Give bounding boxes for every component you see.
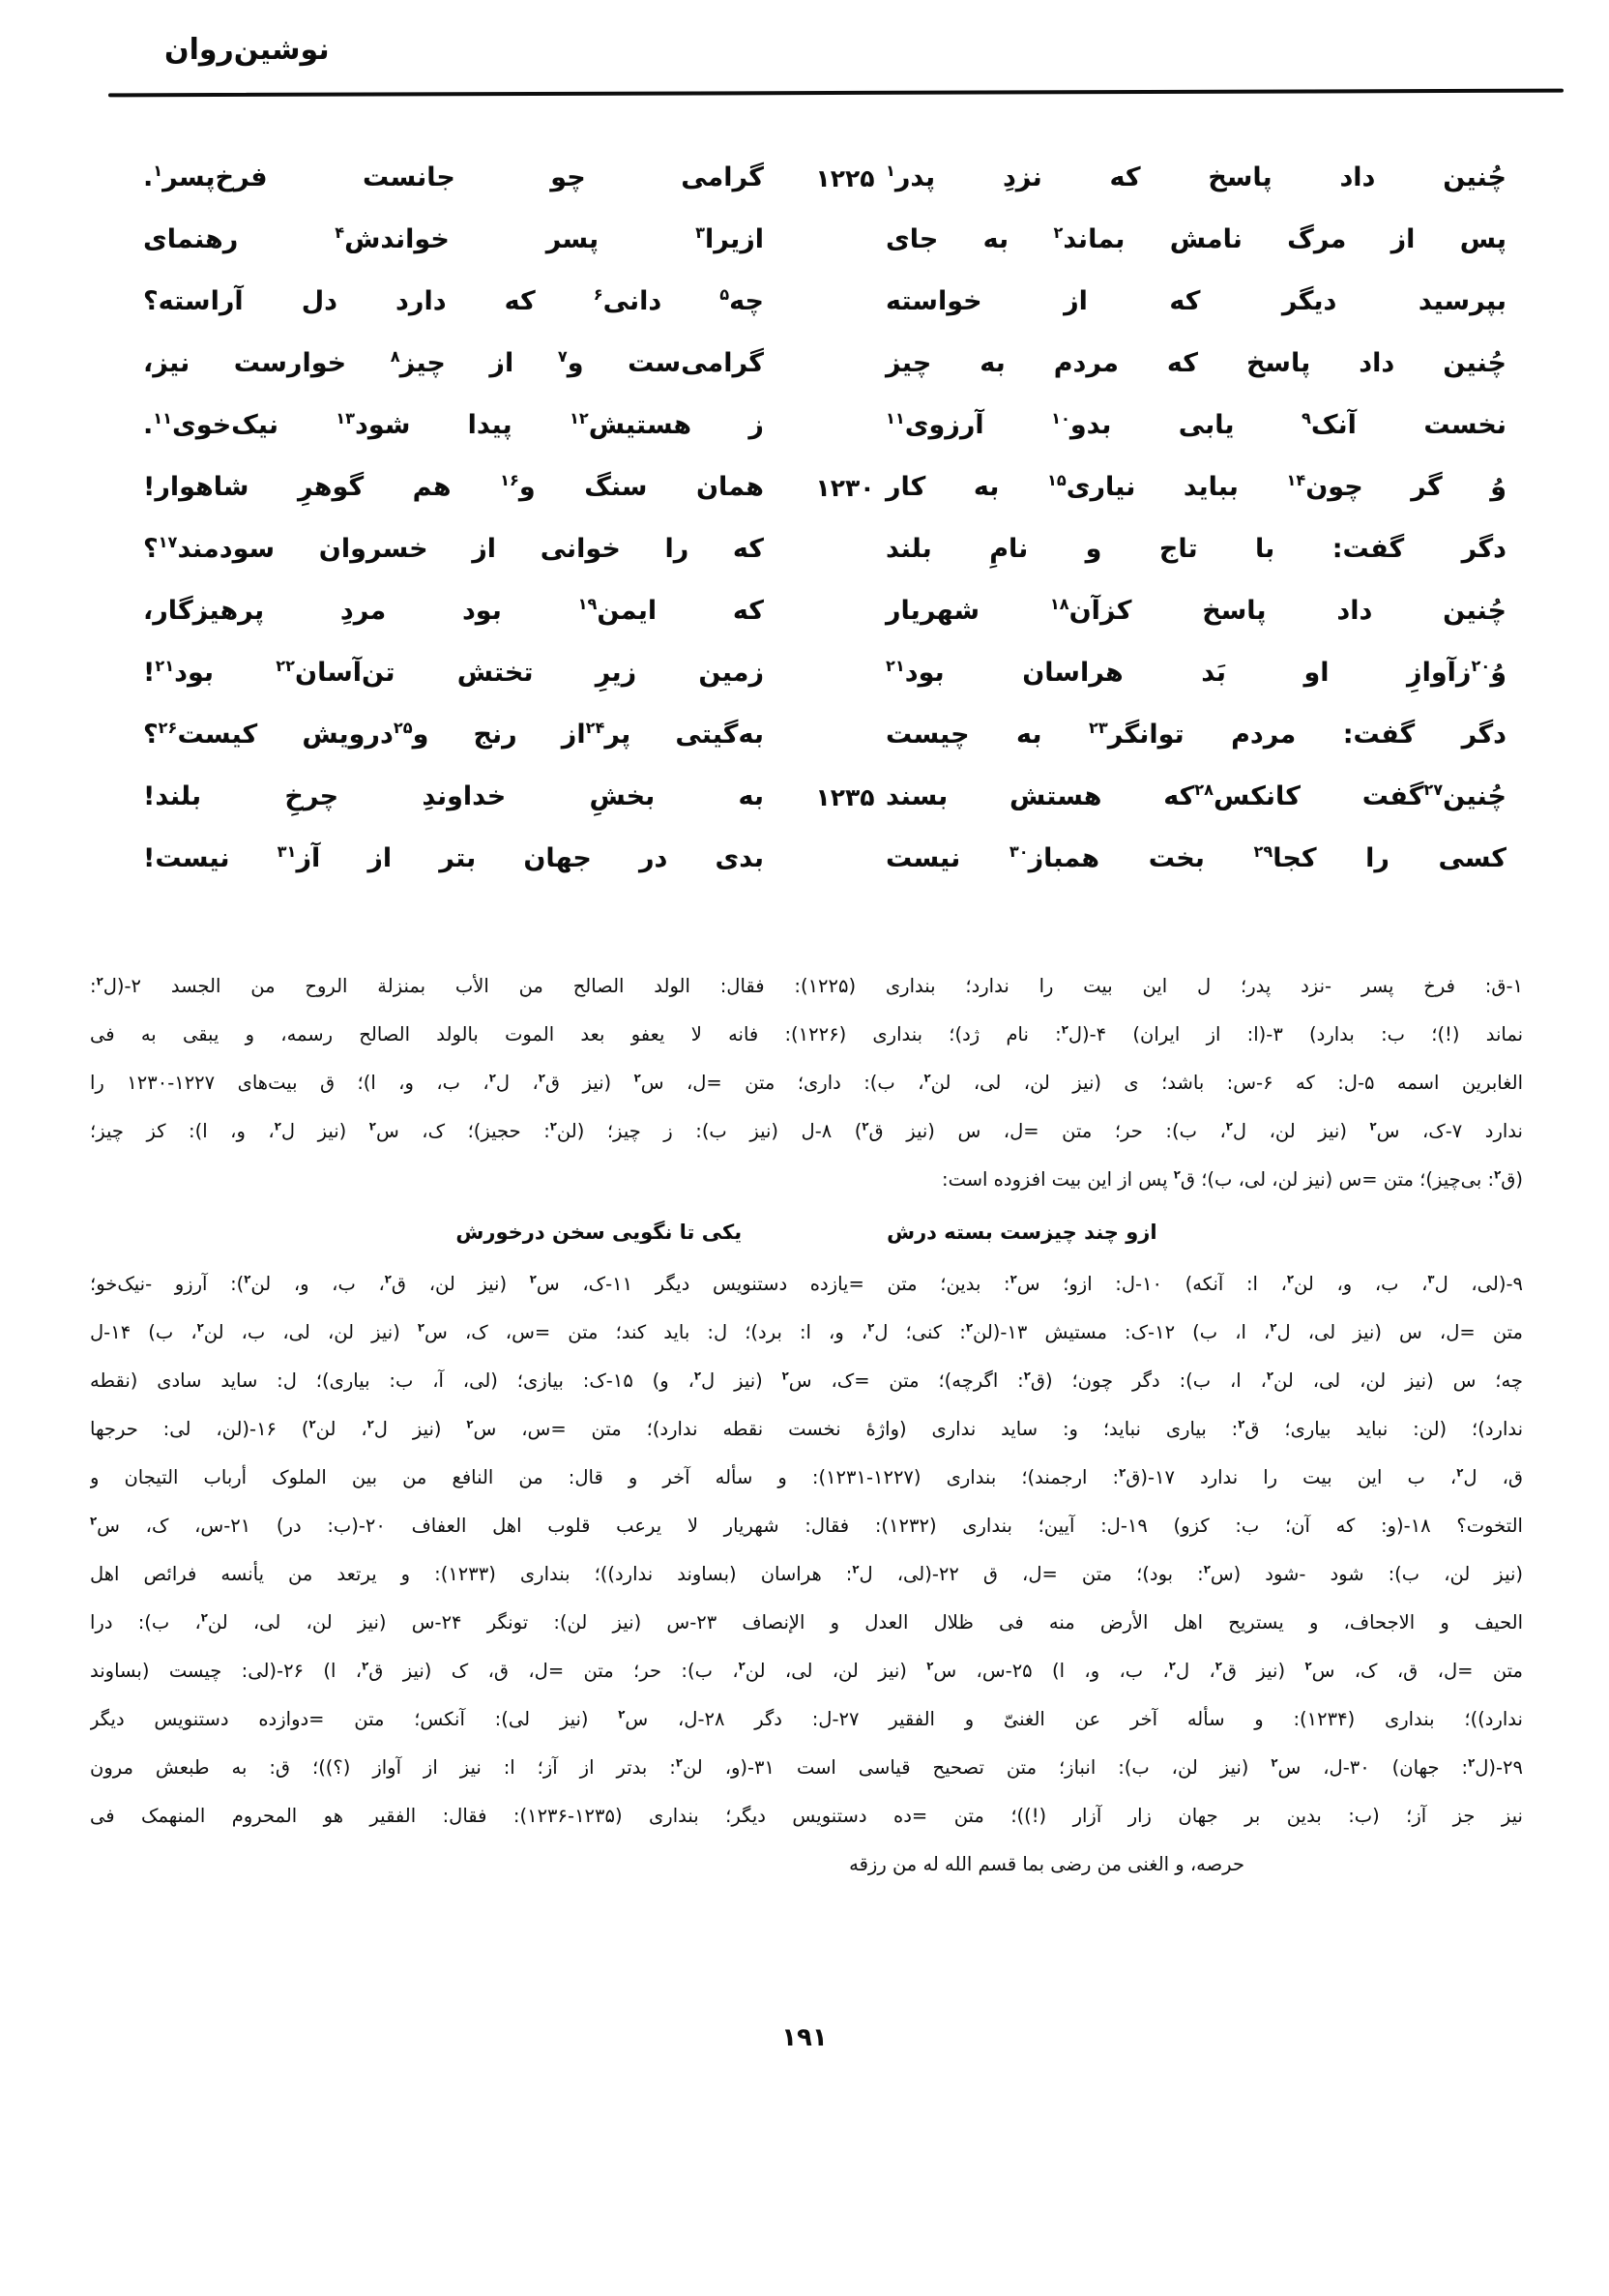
apparatus-line: ق، ل$^۲$، ب این بیت را ندارد ۱۷-(ق$^۲$: ارجمند)؛ بنداری (۱۲۲۷-۱۲۳۱): و سأله آخر و قال: من النافع من بین الملوک أرباب التیجان و (90, 1465, 1523, 1488)
hemistich-1: چُنین داد پاسخ که نزدِ پدر$^۱$ (886, 162, 1507, 192)
verse-row (143, 456, 1507, 518)
critical-apparatus (90, 962, 1523, 1889)
hemistich-1: پس از مرگ نامش بماند$^۲$ به جای (886, 223, 1507, 254)
apparatus-line: ندارد ۷-ک، س$^۲$ (نیز لن، ل$^۲$، ب): حر؛ متن =ل، س (نیز ق$^۲$) ۸-ل (نیز ب): ز چیز؛ (لن$^۲$: حجیز)؛ ک، س$^۲$ (نیز ل$^۲$، و، ا): کز چیز؛ (90, 1119, 1523, 1142)
apparatus-line: متن =ل، ق، ک، س$^۲$ (نیز ق$^۲$، ل$^۲$، ب، و، ا) ۲۵-س، س$^۲$ (نیز لن، لی، لن$^۲$، ب): حر؛ متن =ل، ق، ک (نیز ق$^۲$، ا) ۲۶-(لی: چیست (بساوند (90, 1659, 1523, 1682)
verse-row (143, 518, 1507, 580)
inserted-hemistich-1: ازو چند چیزست بسته درش (887, 1221, 1157, 1244)
verse-row (143, 395, 1507, 456)
verse-row (143, 580, 1507, 642)
apparatus-line: ۹-(لی، ل$^۳$، ب، و، لن$^۲$، ا: آنکه) ۱۰-ل: ازو؛ س$^۲$: بدین؛ متن =یازده دستنویس دیگر ۱۱-ک، س$^۲$ (نیز لن، ق$^۲$، ب، و، لن$^۲$): آرزو -نیک‌خو؛ (90, 1272, 1523, 1295)
hemistich-2: چه$^۵$ دانی$^۶$ که دارد دل آراسته؟ (143, 285, 764, 316)
hemistich-2: که ایمن$^{۱۹}$ بود مردِ پرهیزگار، (143, 595, 764, 626)
running-header-title: نوشین‌روان (164, 33, 330, 67)
hemistich-2: ز هستیش$^{۱۲}$ پیدا شود$^{۱۳}$ نیک‌خوی$^{۱۱}$. (143, 409, 764, 440)
verse-block (143, 147, 1507, 890)
hemistich-2: ازیرا$^۳$ پسر خواندش$^۴$ رهنمای (143, 223, 765, 254)
apparatus-line: (نیز لن، ب): شود -شود (س$^۲$: بود)؛ متن =ل، ق ۲۲-(لی، ل$^۲$: هراسان (بساوند ندارد))؛ بنداری (۱۲۳۳): و یرتعد من یأنسه فرائص اهل (90, 1562, 1523, 1585)
verse-row (143, 704, 1507, 766)
hemistich-1: نخست آنک$^۹$ یابی بدو$^{۱۰}$ آرزوی$^{۱۱}$ (886, 409, 1507, 440)
hemistich-2: زمین زیرِ تختش تن‌آسان$^{۲۲}$ بود$^{۲۱}$! (143, 657, 765, 688)
verse-row (143, 271, 1507, 333)
verse-number: ۱۲۲۵ (815, 163, 875, 192)
hemistich-2: گرامی چو جانست فرخ‌پسر$^۱$. (143, 162, 764, 192)
verse-row (143, 147, 1507, 209)
verse-number: ۱۲۳۰ (815, 473, 875, 502)
apparatus-line: (ق$^۲$: بی‌چیز)؛ متن =س (نیز لن، لی، ب)؛ ق$^۲$ پس از این بیت افزوده است: (942, 1167, 1523, 1191)
apparatus-line: ۲۹-(ل$^۲$: جهان) ۳۰-ل، س$^۲$ (نیز لن، ب): انباز؛ متن تصحیح قیاسی است ۳۱-(و، لن$^۲$: بدتر از آز؛ ا: نیز از آواز (؟))؛ ق: به طبعش مرون (90, 1755, 1523, 1779)
apparatus-line: الحیف و الاجحاف، و یستریح اهل الأرض منه فی ظلال العدل و الإنصاف ۲۳-س (نیز لن): تونگر ۲۴-س (نیز لن، لی، لن$^۲$، ب): درا (90, 1610, 1523, 1634)
apparatus-line: حرصه، و الغنی من رضی بما قسم الله له من رزقه (849, 1853, 1244, 1875)
page-number: ۱۹۱ (781, 2023, 828, 2052)
hemistich-2: بدی در جهان بتر از آز$^{۳۱}$ نیست! (143, 842, 764, 873)
hemistich-2: که را خوانی از خسروان سودمند$^{۱۷}$؟ (143, 533, 764, 564)
hemistich-1: وُ$^{۲۰}$زآوازِ او بَد هراسان بود$^{۲۱}$ (886, 657, 1507, 688)
hemistich-1: چُنین داد پاسخ کزآن$^{۱۸}$ شهریار (886, 595, 1507, 626)
apparatus-line: ندارد))؛ بنداری (۱۲۳۴): و سأله آخر عن الغنیّ و الفقیر ۲۷-ل: دگر ۲۸-ل، س$^۲$ (نیز لی): آنکس؛ متن =دوازده دستنویس دیگر (90, 1707, 1523, 1730)
hemistich-1: کسی را کجا$^{۲۹}$ بخت همباز$^{۳۰}$ نیست (886, 842, 1507, 873)
hemistich-1: بپرسید دیگر که از خواسته (886, 286, 1507, 316)
hemistich-1: دگر گفت: مردم توانگر$^{۲۳}$ به چیست (886, 719, 1507, 750)
apparatus-line: التخوت؟ ۱۸-(و: که آن؛ ب: کزو) ۱۹-ل: آیین؛ بنداری (۱۲۳۲): فقال: شهریار لا یرعب قلوب اهل العفاف ۲۰-(ب: در) ۲۱-س، ک، س$^۲$ (90, 1514, 1523, 1537)
hemistich-1: چُنین$^{۲۷}$گفت کانکس$^{۲۸}$که هستش بسند (886, 780, 1507, 811)
hemistich-2: به بخشِ خداوندِ چرخِ بلند! (143, 781, 764, 811)
hemistich-2: به‌گیتی پر$^{۲۴}$از رنج و$^{۲۵}$درویش کیست$^{۲۶}$؟ (143, 719, 764, 750)
apparatus-inserted-verse (90, 1204, 1523, 1260)
inserted-hemistich-2: یکی تا نگویی سخن درخورش (455, 1221, 743, 1244)
verse-row (143, 333, 1507, 395)
apparatus-line: نماند (!)؛ ب: بدارد) ۳-(ا: از ایران) ۴-(ل$^۲$: نام ژد)؛ بنداری (۱۲۲۶): فانه لا یعفو بعد الموت بالولد الصالح رسمه، و یبقی به فی (90, 1022, 1523, 1045)
verse-row (143, 766, 1507, 828)
hemistich-1: چُنین داد پاسخ که مردم به چیز (886, 348, 1507, 378)
verse-number: ۱۲۳۵ (815, 782, 875, 811)
apparatus-line: الغابرین اسمه ۵-ل: که ۶-س: باشد؛ ی (نیز لن، لی، لن$^۲$، ب): داری؛ متن =ل، س$^۲$ (نیز ق$^۲$، ل$^۲$، ب، و، ا)؛ ق بیت‌های ۱۲۲۷-۱۲۳۰ را (90, 1071, 1523, 1094)
apparatus-line: ۱-ق: فرخ پسر -نزد پدر؛ ل این بیت را ندارد؛ بنداری (۱۲۲۵): فقال: الولد الصالح من الأب بمنزلة الروح من الجسد ۲-(ل$^۲$: (90, 974, 1523, 997)
apparatus-line: نیز جز آز؛ (ب: بدین بر جهان زار آزار (!))؛ متن =ده دستنویس دیگر؛ بنداری (۱۲۳۵-۱۲۳۶): فقال: الفقیر هو المحروم المنهمک فی (90, 1805, 1523, 1827)
hemistich-1: وُ گر چون$^{۱۴}$ بباید نیاری$^{۱۵}$ به کار (886, 471, 1507, 502)
hemistich-1: دگر گفت: با تاج و نامِ بلند (886, 534, 1507, 564)
apparatus-line: ندارد)؛ (لن: نباید بیاری؛ ق$^۲$: بیاری نباید؛ و: ساید نداری (واژهٔ نخست نقطه ندارد)؛ متن =س، س$^۲$ (نیز ل$^۲$، لن$^۲$) ۱۶-(لن، لی: حرجها (90, 1417, 1523, 1440)
hemistich-2: گرامی‌ست و$^۷$ از چیز$^۸$ خوارست نیز، (143, 347, 764, 378)
apparatus-line: چه؛ س (نیز لن، لی، لن$^۲$، ا، ب): دگر چون؛ (ق$^۲$: اگرچه)؛ متن =ک، س$^۲$ (نیز ل$^۲$، و) ۱۵-ک: بیازی؛ (لی، آ، ب: بیاری)؛ ل: ساید سادی (نقطه (90, 1369, 1523, 1392)
header-rule (108, 89, 1564, 98)
verse-row (143, 209, 1507, 271)
hemistich-2: همان سنگ و$^{۱۶}$ هم گوهرِ شاهوار! (143, 471, 764, 502)
verse-row (143, 642, 1507, 704)
apparatus-line: متن =ل، س (نیز لی، ل$^۲$، ا، ب) ۱۲-ک: مستیش ۱۳-(لن$^۲$: کنی؛ ل$^۲$، و، ا: برد)؛ ل: باید کند؛ متن =س، ک، س$^۲$ (نیز لن، لی، ب، لن$^۲$، ب) ۱۴-ل (90, 1320, 1523, 1343)
verse-row (143, 828, 1507, 890)
